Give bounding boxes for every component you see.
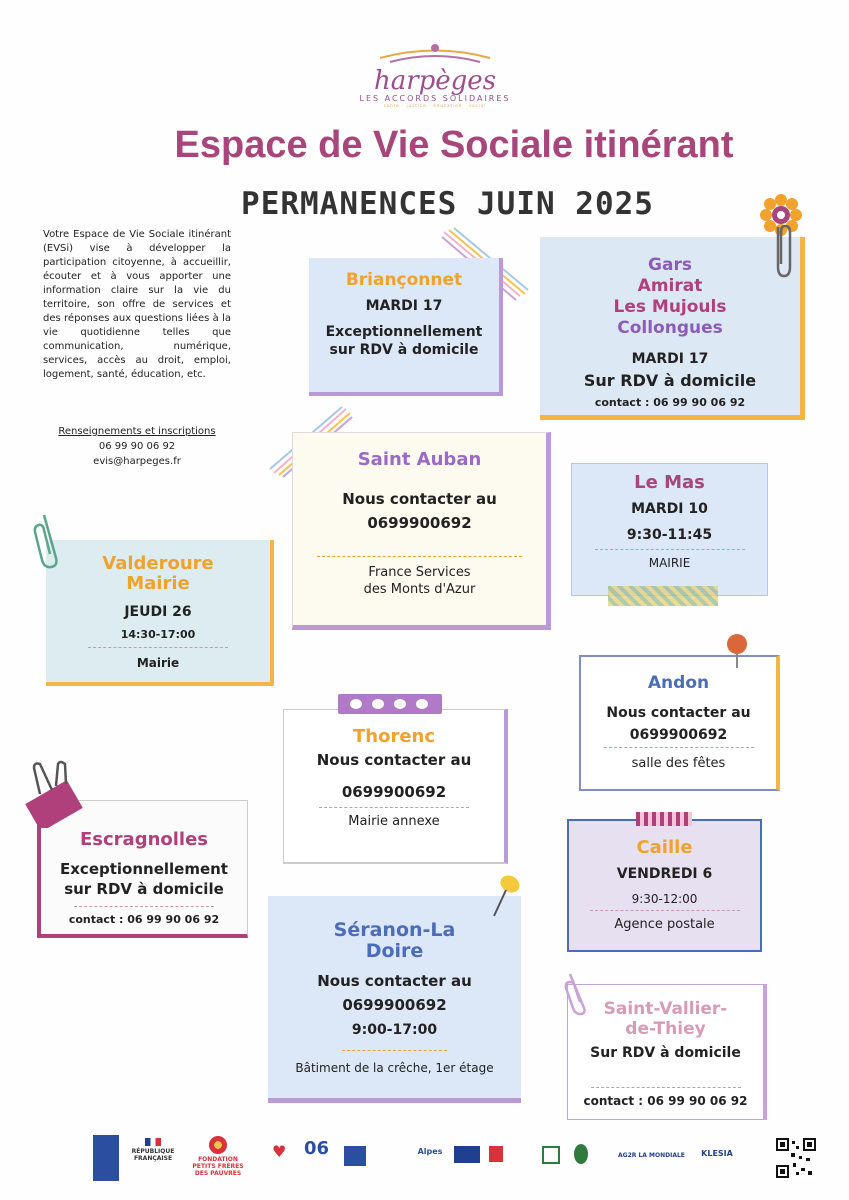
klesia-logo [700,1150,734,1158]
card-town: Collongues [617,318,723,338]
contact-heading: Renseignements et inscriptions [58,426,216,437]
fondation-logo [190,1136,246,1177]
card-place: salle des fêtes [631,756,726,771]
washi-tape-decoration [338,694,442,714]
card-seranon [268,896,521,1103]
intro-text: Votre Espace de Vie Sociale itinérant (EVSi) vise à développer la participation citoyenne, à accueillir, écouter et à vous apporter une information claire sur la vie du territoire, son offre de services et des réponses aux questions liées à la vie quotidienne telles que communication, numérique, services, accès au droit, emploi, logement, santé, éducation, etc. [43,229,231,380]
card-line: Nous contacter au [342,490,497,508]
paperclip-icon [770,222,796,280]
qr-code-icon[interactable] [776,1138,816,1178]
card-thorenc [283,709,508,864]
card-town: Gars [648,255,692,275]
divider [591,1087,741,1088]
card-town: Briançonnet [345,270,463,290]
republique-logo [128,1138,178,1162]
card-line: Sur RDV à domicile [583,371,757,390]
card-place: Mairie [136,656,180,670]
divider [319,807,469,808]
contact-block [43,424,231,469]
agir-logo [618,1152,688,1159]
card-saint-auban [292,432,551,630]
card-town: Amirat [637,276,703,296]
card-phone: 0699900692 [341,783,447,801]
page-subtitle: PERMANENCES JUIN 2025 [241,186,654,222]
card-saint-vallier [567,984,767,1120]
leaf-logo [574,1144,588,1164]
card-day: MARDI 17 [365,298,443,314]
divider [590,910,740,911]
card-phone: 0699900692 [629,727,728,743]
card-town: de-Thiey [625,1019,706,1039]
card-place: Agence postale [614,917,715,932]
card-town: Saint-Vallier- [603,999,728,1019]
binder-clip-icon [22,760,88,828]
divider [88,647,228,648]
heart-logo: ♥ [272,1142,287,1161]
card-town: Saint Auban [357,449,482,470]
page-title: Espace de Vie Sociale itinérant [174,124,734,166]
card-line: Exceptionnellement [325,324,483,340]
divider [604,747,754,748]
card-gars [540,237,805,420]
divider [342,1050,447,1051]
fondation-label: FONDATION PETITS FRÈRES DES PAUVRES [192,1156,244,1177]
paperclip-icon [32,510,66,570]
klesia-label: KLESIA [701,1149,733,1158]
pushpin-icon [488,870,524,920]
card-line: Sur RDV à domicile [590,1045,741,1061]
card-phone: 0699900692 [342,996,447,1014]
paperclip-icon [562,970,592,1016]
harpeges-logo [340,38,530,113]
washi-tape-decoration [636,812,692,826]
flag-icon [145,1138,161,1146]
card-town: Séranon-La [333,919,456,941]
card-time: 9:30-12:00 [631,892,698,906]
flower-icon [209,1136,227,1154]
washi-tape-decoration [608,586,718,606]
card-contact: contact : 06 99 90 06 92 [594,396,746,409]
divider [595,549,745,550]
divider [74,906,214,907]
card-day: MARDI 10 [631,501,708,517]
card-place: des Monts d'Azur [363,582,476,597]
card-phone: 0699900692 [367,514,472,532]
card-town: Doire [365,940,424,962]
region-logo [489,1146,503,1162]
eu-flag-icon [454,1146,480,1163]
card-le-mas [571,463,768,596]
card-place: Bâtiment de la crêche, 1er étage [295,1061,494,1075]
card-time: 9:00-17:00 [351,1022,438,1038]
card-contact: contact : 06 99 90 06 92 [68,913,220,926]
alpes-logo [410,1148,450,1156]
card-line: Exceptionnellement [60,860,228,878]
card-day: VENDREDI 6 [616,866,713,882]
divider [317,556,522,557]
card-place: MAIRIE [648,556,691,570]
card-day: JEUDI 26 [124,604,192,620]
logo-tagline: LES ACCORDS SOLIDAIRES [359,94,511,103]
card-town: Andon [647,673,710,693]
card-town: Mairie [126,573,190,594]
card-town: Les Mujouls [613,297,727,317]
card-town: Le Mas [634,472,705,493]
card-contact: contact : 06 99 90 06 92 [583,1094,748,1108]
departement-logo [93,1135,119,1181]
card-town: Thorenc [352,726,436,747]
card-time: 9:30-11:45 [626,527,713,543]
contact-phone: 06 99 90 06 92 [98,441,176,452]
msa-logo [344,1146,366,1166]
caf-logo [542,1146,560,1164]
card-town: Valderoure [102,553,214,574]
card-brianconnet [309,258,503,396]
partners-row [0,1130,849,1190]
logo-name: harpèges [373,66,497,96]
logo-subtagline: santé · justice · éducation · social [383,103,487,108]
card-place: France Services [368,565,471,580]
card-line: Nous contacter au [317,972,472,990]
card-caille [567,819,762,952]
card-line: sur RDV à domicile [329,342,479,358]
card-time: 14:30-17:00 [120,628,196,641]
harpeges-emblem-icon [340,38,530,68]
agir-label: AG2R LA MONDIALE [618,1152,685,1159]
card-day: MARDI 17 [631,351,709,367]
alpes-label: Alpes [417,1147,443,1156]
card-line: sur RDV à domicile [64,880,224,898]
card-place: Mairie annexe [348,814,440,829]
card-town: Caille [636,837,693,858]
republique-label: RÉPUBLIQUE FRANÇAISE [131,1148,175,1162]
pushpin-icon [722,632,752,672]
contact-email: evis@harpeges.fr [93,456,181,467]
card-andon [579,655,780,791]
card-valderoure [46,540,274,686]
06-logo: 06 [304,1138,330,1159]
card-line: Nous contacter au [606,705,751,721]
card-line: Nous contacter au [316,751,472,769]
card-town: Escragnolles [79,829,209,850]
